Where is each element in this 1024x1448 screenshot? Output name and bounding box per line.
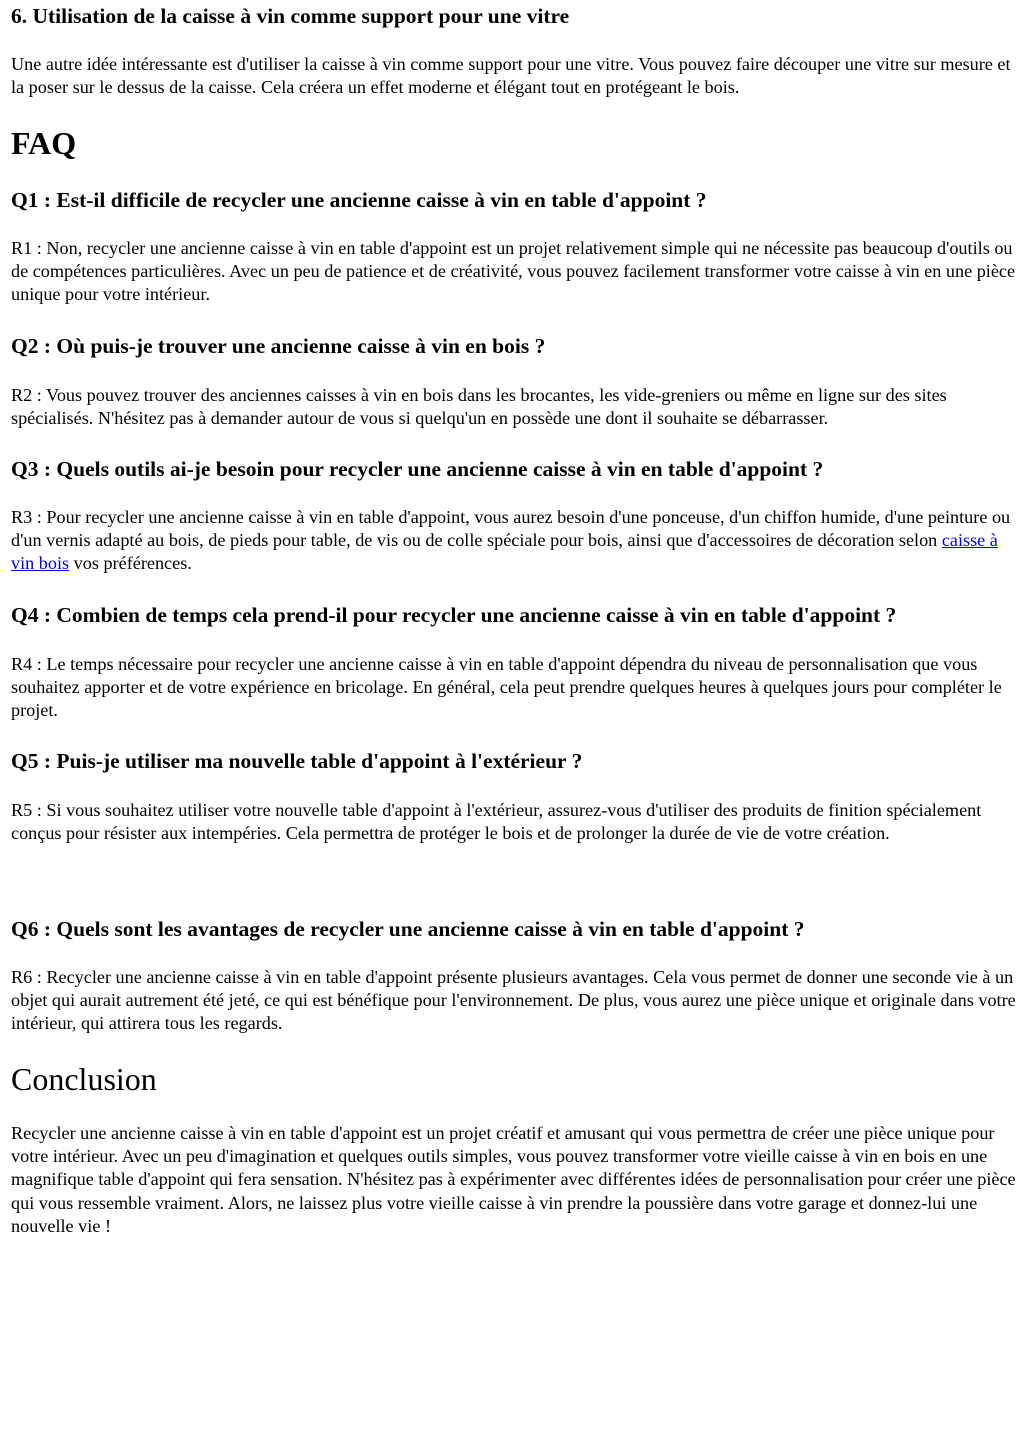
- conclusion-paragraph: Recycler une ancienne caisse à vin en table d'appoint est un projet créatif et amusant qui vous permettra de créer une pièce unique pour votre intérieur. Avec un peu d'imagination et quelques outils simples, vous pouvez transformer votre vieille caisse à vin en bois en une magnifique table d'appoint qui fera sensation. N'hésitez pas à expérimenter avec différentes idées de personnalisation pour créer une pièce qui vous ressemble vraiment. Alors, ne laissez plus votre vieille caisse à vin prendre la poussière dans votre garage et donnez-lui une nouvelle vie !: [11, 1123, 1016, 1236]
- faq-q4-answer: R4 : Le temps nécessaire pour recycler une ancienne caisse à vin en table d'appoint dépendra du niveau de personnalisation que vous souhaitez apporter et de votre expérience en bricolage. En général, cela peut prendre quelques heures à quelques jours pour compléter le projet.: [11, 654, 1002, 721]
- faq-q4-question: Q4 : Combien de temps cela prend-il pour recycler une ancienne caisse à vin en table d'appoint ?: [11, 603, 897, 627]
- faq-q3-answer: [11, 506, 1016, 576]
- section-6-heading: 6. Utilisation de la caisse à vin comme support pour une vitre: [11, 4, 570, 28]
- faq-q6-question: Q6 : Quels sont les avantages de recycler une ancienne caisse à vin en table d'appoint ?: [11, 917, 805, 941]
- conclusion-title: Conclusion: [11, 1061, 157, 1097]
- caisse-a-vin-bois-link[interactable]: caisse à vin bois: [11, 530, 998, 574]
- faq-q3-question: Q3 : Quels outils ai-je besoin pour recycler une ancienne caisse à vin en table d'appoint ?: [11, 457, 824, 481]
- faq-q3-answer-text-after: vos préférences.: [69, 553, 192, 574]
- faq-q1-question: Q1 : Est-il difficile de recycler une ancienne caisse à vin en table d'appoint ?: [11, 188, 707, 212]
- faq-q5-answer: R5 : Si vous souhaitez utiliser votre nouvelle table d'appoint à l'extérieur, assurez-vous d'utiliser des produits de finition spécialement conçus pour résister aux intempéries. Cela permettra de protéger le bois et de prolonger la durée de vie de votre création.: [11, 800, 982, 844]
- section-6-paragraph: Une autre idée intéressante est d'utiliser la caisse à vin comme support pour une vitre. Vous pouvez faire découper une vitre sur mesure et la poser sur le dessus de la caisse. Cela créera un effet moderne et élégant tout en protégeant le bois.: [11, 54, 1011, 98]
- faq-q1-answer: R1 : Non, recycler une ancienne caisse à vin en table d'appoint est un projet relativement simple qui ne nécessite pas beaucoup d'outils ou de compétences particulières. Avec un peu de patience et de créativité, vous pouvez facilement transformer votre caisse à vin en une pièce unique pour votre intérieur.: [11, 238, 1016, 305]
- faq-q6-answer: R6 : Recycler une ancienne caisse à vin en table d'appoint présente plusieurs avantages. Cela vous permet de donner une seconde vie à un objet qui aurait autrement été jeté, ce qui est bénéfique pour l'environnement. De plus, vous aurez une pièce unique et originale dans votre intérieur, qui attirera tous les regards.: [11, 967, 1016, 1034]
- faq-q5-question: Q5 : Puis-je utiliser ma nouvelle table d'appoint à l'extérieur ?: [11, 749, 583, 773]
- faq-title: FAQ: [11, 125, 77, 161]
- faq-q3-answer-text-before: R3 : Pour recycler une ancienne caisse à vin en table d'appoint, vous aurez besoin d'une ponceuse, d'un chiffon humide, d'une peinture ou d'un vernis adapté au bois, de pieds pour table, de vis ou de colle spéciale pour bois, ainsi que d'accessoires de décoration selon: [11, 507, 1011, 551]
- faq-q2-question: Q2 : Où puis-je trouver une ancienne caisse à vin en bois ?: [11, 334, 546, 358]
- faq-q2-answer: R2 : Vous pouvez trouver des anciennes caisses à vin en bois dans les brocantes, les vide-greniers ou même en ligne sur des sites spécialisés. N'hésitez pas à demander autour de vous si quelqu'un en possède une dont il souhaite se débarrasser.: [11, 385, 947, 429]
